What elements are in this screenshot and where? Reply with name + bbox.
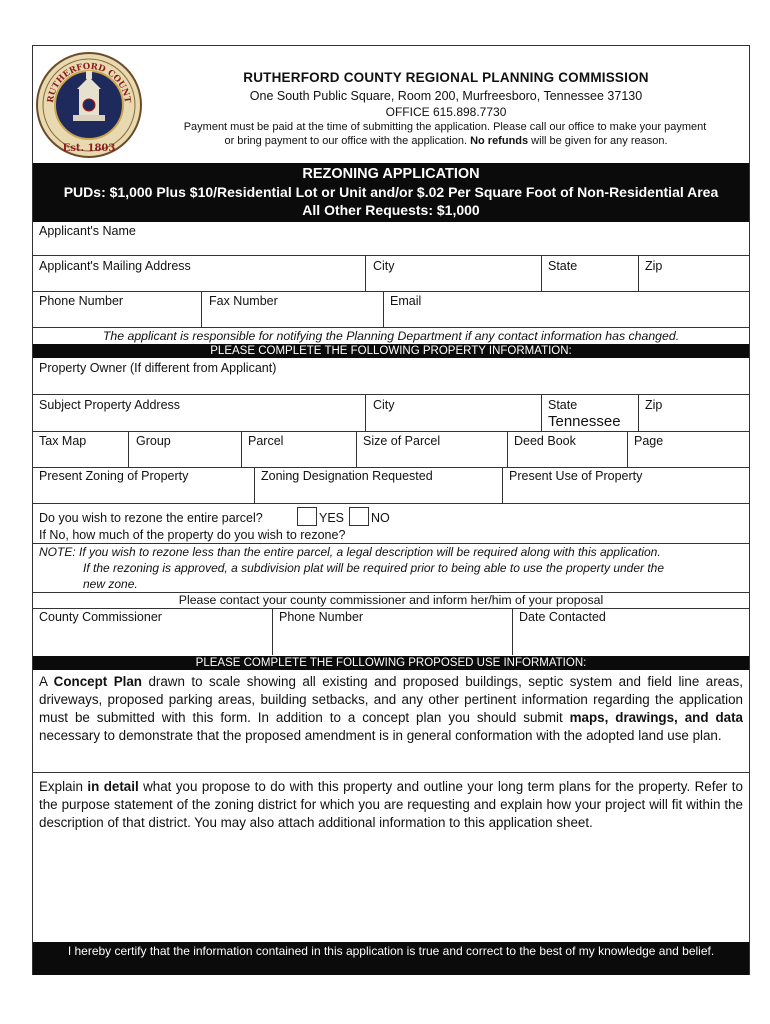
property-city-field[interactable] — [366, 394, 541, 431]
no-label: NO — [371, 511, 390, 525]
yes-label: YES — [319, 511, 345, 525]
commissioner-phone-label: Phone Number — [279, 610, 364, 624]
pud-fee-line: PUDs: $1,000 Plus $10/Residential Lot or Unit and/or $.02 Per Square Foot of Non-Residential Area — [63, 184, 719, 200]
county-commissioner-field[interactable] — [33, 608, 272, 655]
county-seal-logo — [35, 49, 143, 161]
present-zoning-field[interactable] — [33, 467, 254, 503]
email-field[interactable] — [384, 291, 749, 327]
group-field[interactable] — [129, 431, 241, 467]
concept-e: necessary to demonstrate that the proposed amendment is in general conformation with the adopted land use plan. — [39, 728, 722, 743]
contact-change-notice: The applicant is responsible for notifying the Planning Department if any contact information has changed. — [102, 329, 680, 343]
note-line-3: new zone. — [83, 577, 138, 591]
property-zip-label: Zip — [645, 398, 663, 412]
commissioner-phone-field[interactable] — [273, 608, 512, 655]
property-info-band: PLEASE COMPLETE THE FOLLOWING PROPERTY INFORMATION: — [33, 344, 749, 358]
other-fee-line: All Other Requests: $1,000 — [302, 202, 480, 218]
concept-plan-paragraph — [39, 673, 743, 745]
payment-note-line-2 — [143, 135, 749, 147]
if-no-question: If No, how much of the property do you wish to rezone? — [39, 528, 346, 542]
payment-note-2c: will be given for any reason. — [528, 135, 668, 147]
subject-address-label: Subject Property Address — [39, 398, 181, 412]
fax-number-field[interactable] — [202, 291, 383, 327]
proposal-explanation-field[interactable] — [33, 854, 749, 942]
rezoning-application-form — [32, 45, 750, 975]
org-office-phone: OFFICE 615.898.7730 — [385, 105, 507, 119]
mailing-address-field[interactable] — [33, 255, 365, 291]
county-commissioner-label: County Commissioner — [39, 610, 162, 624]
certification-band: I hereby certify that the information contained in this application is true and correct to the best of my knowledge and belief. — [33, 942, 749, 975]
maps-drawings-bold: maps, drawings, and data — [569, 710, 744, 725]
concept-a: A — [39, 674, 54, 689]
size-of-parcel-label: Size of Parcel — [363, 434, 441, 448]
applicant-state-field[interactable] — [542, 255, 638, 291]
property-state-label: State — [548, 398, 578, 412]
explain-a: Explain — [39, 779, 88, 794]
applicant-state-label: State — [548, 259, 578, 273]
property-zip-field[interactable] — [639, 394, 749, 431]
subject-address-field[interactable] — [33, 394, 365, 431]
note-line-2: If the rezoning is approved, a subdivision plat will be required prior to being able to use the property under the — [83, 561, 665, 575]
applicant-zip-label: Zip — [645, 259, 663, 273]
property-city-label: City — [373, 398, 395, 412]
seal-est-text: Est. 1803 — [62, 143, 116, 154]
applicant-city-label: City — [373, 259, 395, 273]
property-owner-field[interactable] — [33, 358, 749, 394]
explain-paragraph — [39, 778, 743, 832]
size-of-parcel-field[interactable] — [357, 431, 507, 467]
no-refunds-text: No refunds — [470, 135, 529, 147]
date-contacted-label: Date Contacted — [519, 610, 606, 624]
seal-top-text: RUTHERFORD COUNT — [45, 61, 133, 104]
org-address: One South Public Square, Room 200, Murfreesboro, Tennessee 37130 — [249, 89, 643, 103]
no-checkbox[interactable] — [349, 507, 369, 526]
deed-book-field[interactable] — [508, 431, 627, 467]
property-state-value: Tennessee — [548, 413, 621, 430]
parcel-label: Parcel — [248, 434, 284, 448]
rezone-question: Do you wish to rezone the entire parcel? — [39, 511, 263, 525]
payment-note-2a: or bring payment to our office with the application. — [224, 135, 471, 147]
in-detail-bold: in detail — [87, 779, 139, 794]
email-label: Email — [390, 294, 422, 308]
mailing-address-label: Applicant's Mailing Address — [39, 259, 191, 273]
present-zoning-label: Present Zoning of Property — [39, 469, 189, 483]
page-field[interactable] — [628, 431, 749, 467]
tax-map-field[interactable] — [33, 431, 128, 467]
explain-c: what you propose to do with this property and outline your long term plans for the property. Refer to the purpose statement of the zoning district for which you are requesting and explain how your project will fit within the description of that district. You may also attach additional information to this application sheet. — [39, 779, 743, 830]
applicant-city-field[interactable] — [366, 255, 541, 291]
tax-map-label: Tax Map — [39, 434, 87, 448]
proposed-use-band: PLEASE COMPLETE THE FOLLOWING PROPOSED USE INFORMATION: — [33, 656, 749, 670]
zoning-requested-label: Zoning Designation Requested — [261, 469, 433, 483]
title-band — [33, 163, 749, 222]
parcel-field[interactable] — [242, 431, 356, 467]
zoning-requested-field[interactable] — [255, 467, 502, 503]
concept-c: drawn to scale showing all existing and proposed buildings, septic system and field line areas, driveways, proposed parking areas, building setbacks, and any other pertinent information regarding the application must be submitted with this form. In addition to a concept plan you should submit — [39, 674, 743, 725]
present-use-label: Present Use of Property — [509, 469, 643, 483]
applicant-zip-field[interactable] — [639, 255, 749, 291]
deed-book-label: Deed Book — [514, 434, 576, 448]
yes-checkbox[interactable] — [297, 507, 317, 526]
payment-note-line-1: Payment must be paid at the time of submitting the application. Please call our office to make your payment — [183, 121, 707, 133]
org-name: RUTHERFORD COUNTY REGIONAL PLANNING COMMISSION — [243, 70, 649, 85]
applicant-name-field[interactable] — [33, 222, 749, 255]
note-line-1: NOTE: If you wish to rezone less than the entire parcel, a legal description will be required along with this application. — [39, 545, 661, 559]
page-label: Page — [634, 434, 664, 448]
concept-plan-bold: Concept Plan — [53, 674, 142, 689]
fax-number-label: Fax Number — [209, 294, 278, 308]
group-label: Group — [136, 434, 171, 448]
present-use-field[interactable] — [503, 467, 749, 503]
phone-number-field[interactable] — [33, 291, 201, 327]
commissioner-notice: Please contact your county commissioner and inform her/him of your proposal — [178, 593, 604, 607]
phone-number-label: Phone Number — [39, 294, 124, 308]
date-contacted-field[interactable] — [513, 608, 749, 655]
form-title: REZONING APPLICATION — [302, 166, 480, 182]
applicant-name-label: Applicant's Name — [39, 224, 136, 238]
property-owner-label: Property Owner (If different from Applicant) — [39, 361, 277, 375]
